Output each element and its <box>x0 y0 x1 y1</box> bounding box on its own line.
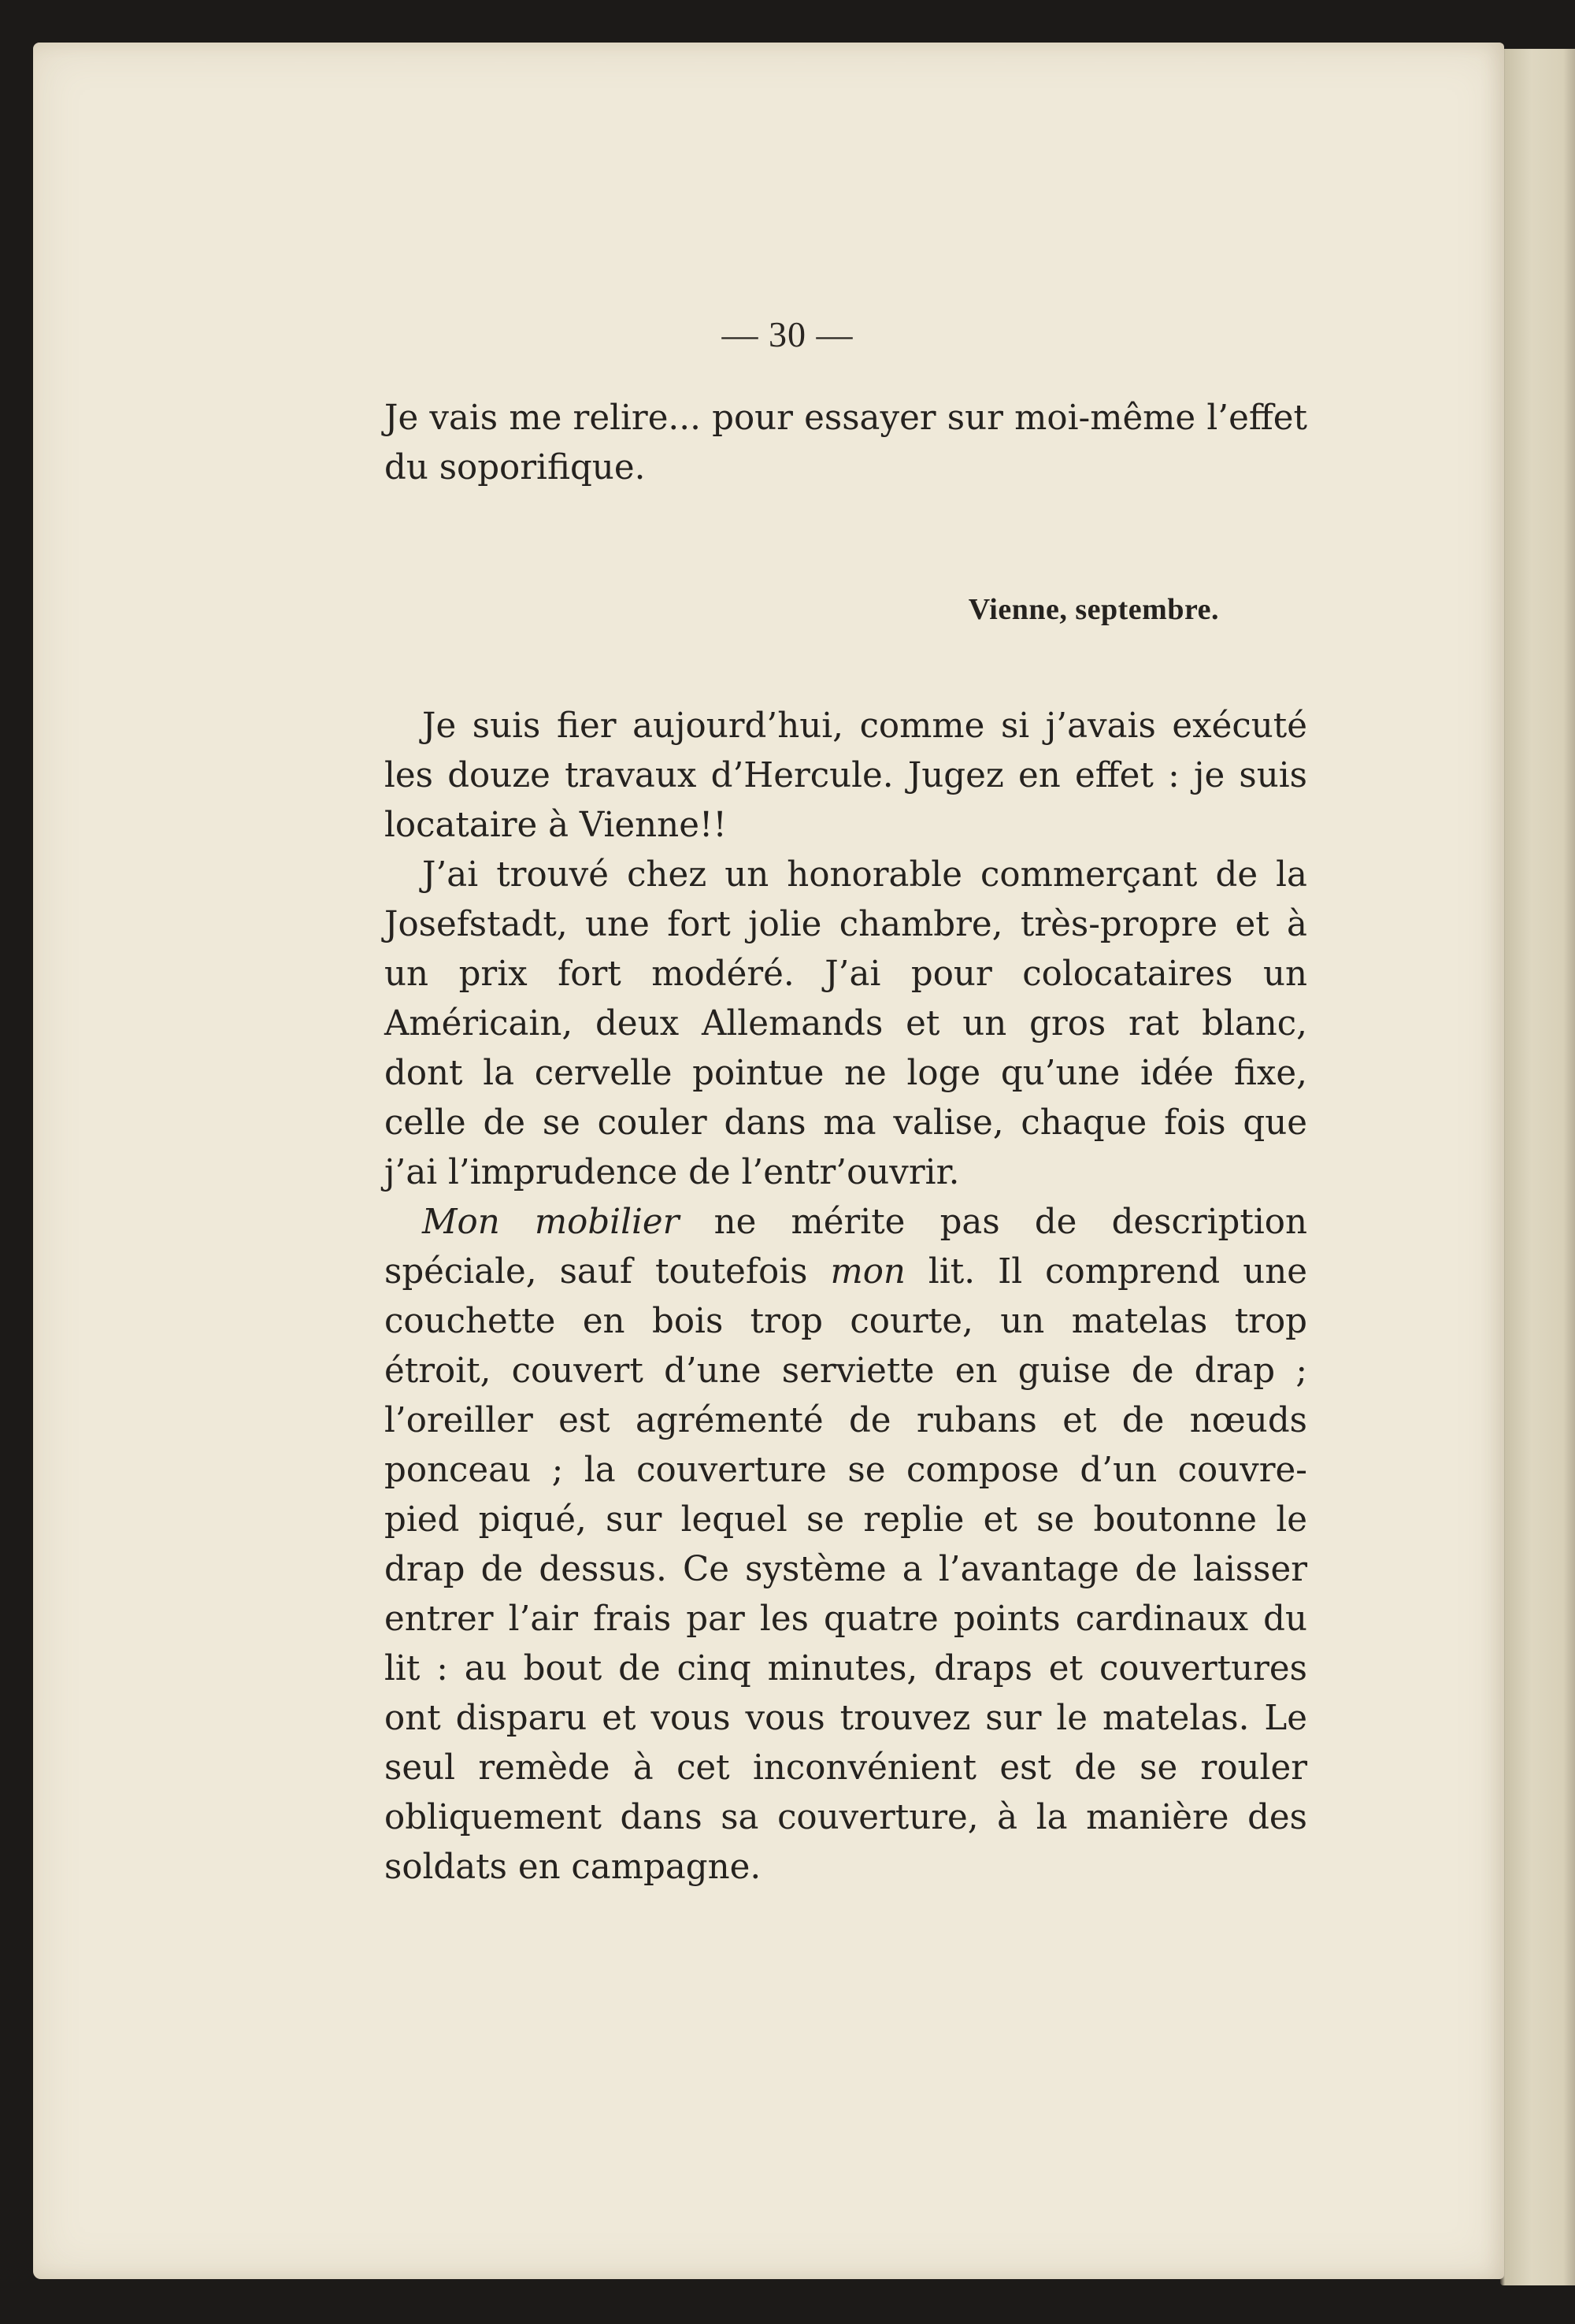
italic-lead: Mon mobilier <box>422 1203 680 1242</box>
opening-text <box>384 394 1307 493</box>
opening-paragraph: Je vais me relire... pour essayer sur moi-même l’effet du soporifique. <box>384 398 1307 487</box>
page-number: — 30 — <box>721 314 854 354</box>
paragraph-3-part-2: lit. Il comprend une couchette en bois trop courte, un matelas trop étroit, couvert d’une serviette en guise de drap ; l’oreiller est agrémenté de rubans et de nœuds ponceau ; la couverture se compose d’un couvre-pied piqué, sur lequel se replie et se boutonne le drap de dessus. Ce système a l’avantage de laisser entrer l’air frais par les quatre points cardinaux du lit : au bout de cinq minutes, draps et couvertures ont disparu et vous vous trouvez sur le matelas. Le seul remède à cet inconvénient est de se rouler obliquement dans sa couverture, à la manière des soldats en campagne. <box>384 1252 1308 1887</box>
paragraph-1: Je suis fier aujourd’hui, comme si j’avais exécuté les douze travaux d’Hercule. Jugez en effet : je suis locataire à Vienne!! <box>384 706 1307 845</box>
dateline: Vienne, septembre. <box>968 593 1219 626</box>
paragraph-2: J’ai trouvé chez un honorable commerçant de la Josefstadt, une fort jolie chambre, très-propre et à un prix fort modéré. J’ai pour colocataires un Américain, deux Allemands et un gros rat blanc, dont la cervelle pointue ne loge qu’une idée fixe, celle de se couler dans ma valise, chaque fois que j’ai l’imprudence de l’entr’ouvrir. <box>384 855 1307 1192</box>
letter-body <box>384 702 1307 1892</box>
paragraph-3 <box>384 1198 1307 1892</box>
paragraph-3-part-1: ne mérite pas de description spéciale, sauf toutefois <box>384 1203 1307 1292</box>
italic-word: mon <box>830 1252 906 1292</box>
adjacent-page-edge <box>1500 49 1575 2285</box>
